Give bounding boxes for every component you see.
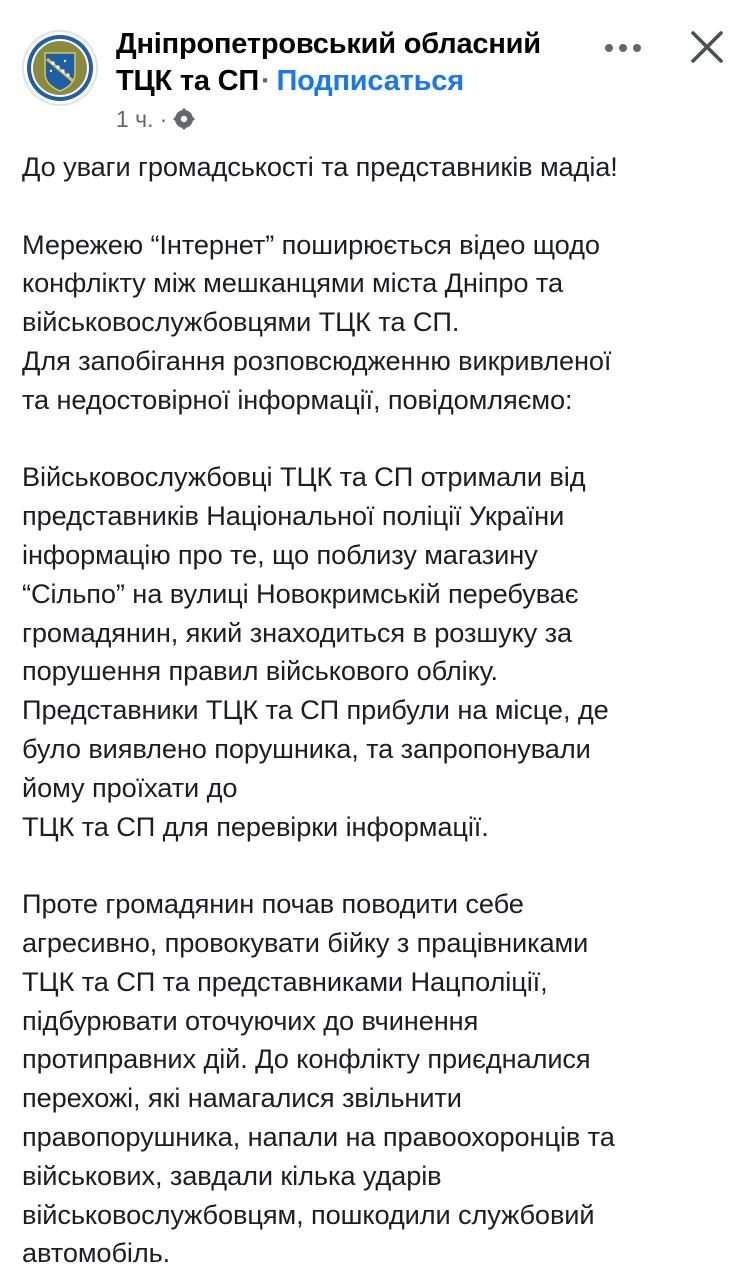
post-line: Представники ТЦК та СП прибули на місце, де xyxy=(22,694,609,726)
post-line: ТЦК та СП для перевірки інформації. xyxy=(22,810,489,842)
post-timestamp[interactable]: 1 ч. xyxy=(116,105,154,132)
title-separator: · xyxy=(261,65,271,97)
meta-separator: · xyxy=(159,105,168,132)
post-line: агресивно, провокувати бійку з працівниками xyxy=(22,926,589,958)
post-line: До уваги громадськості та представників мадіа! xyxy=(22,151,618,182)
post-line: протиправних дій. До конфлікту приєдналися xyxy=(22,1043,591,1075)
paragraph-gap xyxy=(22,187,730,226)
page-name-link[interactable]: Дніпропетровський обласний ТЦК та СП xyxy=(116,28,541,97)
post-line: йому проїхати до xyxy=(22,771,238,803)
post-line: громадянин, який знаходиться в розшуку за xyxy=(22,616,573,648)
post-line: та недостовірної інформації, повідомляємо: xyxy=(22,383,573,415)
post-line: правопорушника, напали на правоохоронців та xyxy=(22,1120,615,1152)
more-horizontal-icon[interactable] xyxy=(598,28,648,68)
paragraph-gap xyxy=(22,846,730,885)
close-icon[interactable] xyxy=(684,24,730,70)
post-line: конфлікту між мешканцями міста Дніпро та xyxy=(22,267,563,299)
post-line: Мережею “Інтернет” поширюється відео щодо xyxy=(22,228,600,260)
globe-icon xyxy=(173,108,195,130)
post-header xyxy=(0,0,744,140)
post-line: автомобіль. xyxy=(22,1237,171,1269)
post-line: Для запобігання розповсюдженню викривленої xyxy=(22,344,612,376)
page-avatar[interactable] xyxy=(22,30,98,106)
post-line: військовослужбовцями ТЦК та СП. xyxy=(22,306,460,338)
avatar-emblem-icon xyxy=(25,33,95,103)
post-line: представників Національної поліції України xyxy=(22,500,565,532)
post-line: інформацію про те, що поблизу магазину xyxy=(22,538,538,570)
post-line: Проте громадянин почав поводити себе xyxy=(22,888,524,920)
paragraph-gap xyxy=(22,420,730,459)
post-line: порушення правил військового обліку. xyxy=(22,655,498,687)
post-line: перехожі, які намагалися звільнити xyxy=(22,1082,462,1114)
post-line: “Сільпо” на вулиці Новокримській перебуває xyxy=(22,577,579,609)
page-title-block xyxy=(116,26,586,100)
post-meta xyxy=(116,104,195,134)
post-line: військовослужбовцям, пошкодили службовий xyxy=(22,1198,595,1230)
subscribe-button[interactable]: Подписаться xyxy=(276,65,464,97)
post-line: військових, завдали кілька ударів xyxy=(22,1159,442,1191)
post-line: підбурювати оточуючих до вчинення xyxy=(22,1004,479,1036)
post-text xyxy=(22,148,730,1273)
post-line: було виявлено порушника, та запропонували xyxy=(22,732,591,764)
post-line: ТЦК та СП та представниками Нацполіції, xyxy=(22,965,548,997)
post-line: Військовослужбовці ТЦК та СП отримали від xyxy=(22,461,586,493)
